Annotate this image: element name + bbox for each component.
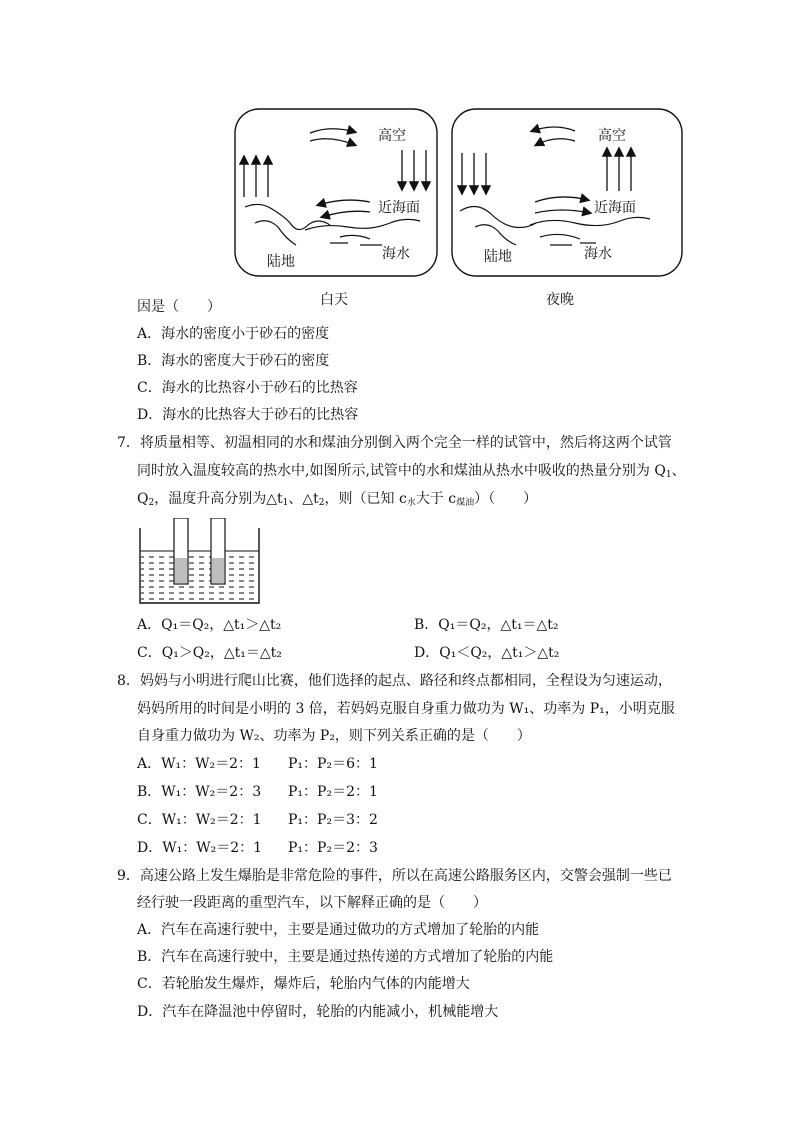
day-high-label: 高空 <box>378 128 406 144</box>
day-surface-label: 近海面 <box>378 200 420 216</box>
q9-option-d: D．汽车在降温池中停留时，轮胎的内能减小，机械能增大 <box>137 1004 499 1020</box>
q9-option-b: B．汽车在高速行驶中，主要是通过热传递的方式增加了轮胎的内能 <box>137 949 554 965</box>
q7-sub-q1: 1 <box>665 470 672 480</box>
q8-option-b-w: B．W₁：W₂＝2：3 <box>137 784 262 800</box>
q7-sub-water: 水 <box>406 498 416 508</box>
q7-line-3-mid4: 大于 c <box>415 491 457 507</box>
q7-sub-t2: 2 <box>318 498 325 508</box>
q7-sub-kerosene: 煤油 <box>456 498 475 508</box>
q9-line-2: 经行驶一段距离的重型汽车，以下解释正确的是（ ） <box>137 895 487 911</box>
day-sea-label: 海水 <box>382 246 410 262</box>
q8-option-c-p: P₁：P₂＝3：2 <box>288 812 378 828</box>
night-caption: 夜晚 <box>546 292 574 308</box>
q8-line-1: 8．妈妈与小明进行爬山比赛，他们选择的起点、路径和终点都相同，全程设为匀速运动， <box>117 673 672 689</box>
q7-line-2 <box>137 462 686 484</box>
q7-line-3-mid: ，温度升高分别为△t <box>154 491 283 507</box>
sea-breeze-figure <box>230 105 690 310</box>
q7-line-3-mid3: ，则（已知 c <box>324 491 407 507</box>
day-land-label: 陆地 <box>267 254 295 270</box>
q7-line-1: 7．将质量相等、初温相同的水和煤油分别倒入两个完全一样的试管中，然后将这两个试管 <box>117 435 672 451</box>
q7-option-a: A．Q₁＝Q₂，△t₁＞△t₂ <box>137 617 282 633</box>
night-high-label: 高空 <box>598 128 626 144</box>
q7-line-3-mid2: 、△t <box>288 491 319 507</box>
q8-option-a-w: A．W₁：W₂＝2：1 <box>137 756 261 772</box>
q6-option-c: C．海水的比热容小于砂石的比热容 <box>137 380 358 396</box>
q8-option-d-p: P₁：P₂＝2：3 <box>288 840 378 856</box>
q6-option-d: D．海水的比热容大于砂石的比热容 <box>137 407 359 423</box>
test-tube-figure <box>138 518 262 606</box>
q7-sub-q2: 2 <box>148 498 155 508</box>
q7-sub-t1: 1 <box>282 498 289 508</box>
q7-line-3-end: ）（ ） <box>474 491 538 507</box>
q6-option-a: A．海水的密度小于砂石的密度 <box>137 326 330 342</box>
day-caption: 白天 <box>320 292 348 308</box>
q6-stem-tail: 因是（ ） <box>137 299 221 315</box>
q7-option-c: C．Q₁＞Q₂，△t₁＝△t₂ <box>137 645 282 661</box>
q8-option-a-p: P₁：P₂＝6：1 <box>288 756 378 772</box>
q8-line-2: 妈妈所用的时间是小明的 3 倍，若妈妈克服自身重力做功为 W₁、功率为 P₁，小明克服 <box>137 701 675 717</box>
q7-line-3 <box>137 490 537 512</box>
hot-water <box>141 551 258 602</box>
q9-option-a: A．汽车在高速行驶中，主要是通过做功的方式增加了轮胎的内能 <box>137 922 540 938</box>
q9-line-1: 9．高速公路上发生爆胎是非常危险的事件，所以在高速公路服务区内，交警会强制一些已 <box>117 868 672 884</box>
q8-option-b-p: P₁：P₂＝2：1 <box>288 784 378 800</box>
night-sea-label: 海水 <box>584 246 612 262</box>
q8-line-3: 自身重力做功为 W₂、功率为 P₂，则下列关系正确的是（ ） <box>137 728 531 744</box>
night-land-label: 陆地 <box>484 249 512 265</box>
q7-option-d: D．Q₁＜Q₂，△t₁＞△t₂ <box>414 645 560 661</box>
q8-option-c-w: C．W₁：W₂＝2：1 <box>137 812 262 828</box>
q6-option-b: B．海水的密度大于砂石的密度 <box>137 353 330 369</box>
q7-line-3-q: Q <box>137 491 149 507</box>
q8-option-d-w: D．W₁：W₂＝2：1 <box>137 840 263 856</box>
night-surface-label: 近海面 <box>594 200 636 216</box>
q7-option-b: B．Q₁＝Q₂，△t₁＝△t₂ <box>414 617 559 633</box>
test-tube-diagram <box>138 518 262 606</box>
q7-line-2-end: 、 <box>671 463 686 479</box>
q9-option-c: C．若轮胎发生爆炸，爆炸后，轮胎内气体的内能增大 <box>137 976 470 992</box>
q7-line-2-text: 同时放入温度较高的热水中,如图所示,试管中的水和煤油从热水中吸收的热量分别为 Q <box>137 463 666 479</box>
